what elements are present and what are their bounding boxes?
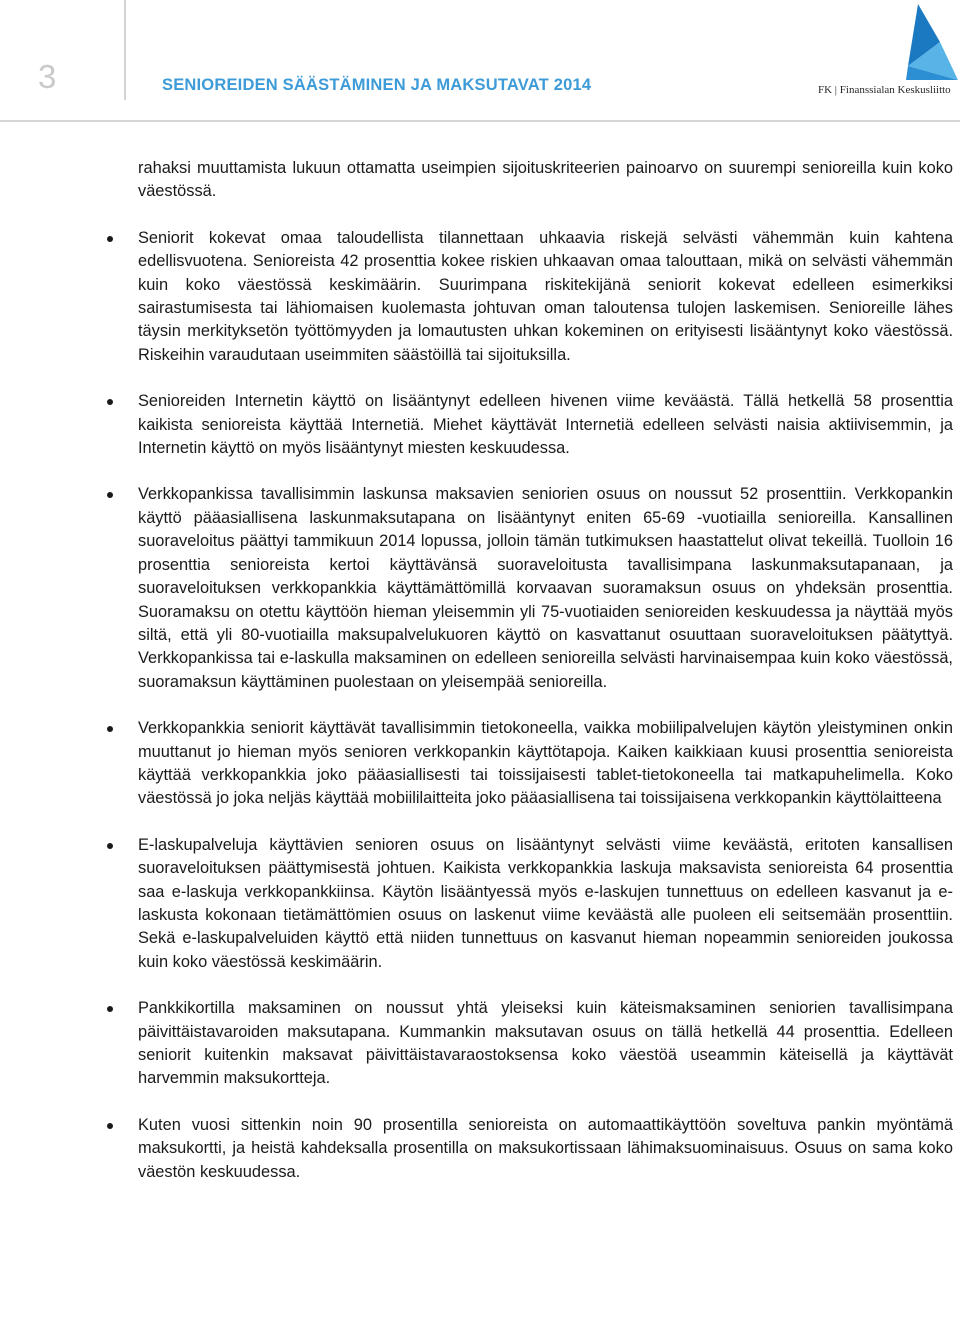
bullet-item (138, 834, 953, 974)
intro-paragraph: rahaksi muuttamista lukuun ottamatta useimpien sijoituskriteerien painoarvo on suurempi senioreilla kuin koko väestössä. (138, 159, 953, 201)
bullet-item (138, 227, 953, 367)
bullet-text: Kuten vuosi sittenkin noin 90 prosentilla senioreista on automaattikäyttöön soveltuva pankin myöntämä maksukortti, ja heistä kahdeksalla prosentilla on maksukortissaan lähimaksuominaisuus. Osuus on sama koko väestön keskuudessa. (138, 1115, 953, 1181)
bullet-text: Senioreiden Internetin käyttö on lisääntynyt edelleen hivenen viime keväästä. Tällä hetkellä 58 prosenttia kaikista senioreista käyttää Internetiä. Miehet käyttävät Internetiä edelleen selvästi naisia aktiivisemmin, ja Internetin käyttö on myös lisääntynyt miesten keskuudessa. (138, 392, 953, 458)
bullet-text: E-laskupalveluja käyttävien senioren osuus on lisääntynyt selvästi viime keväästä, eritoten kansallisen suoraveloituksen päättymisestä johtuen. Kaikista verkkopankkia laskuja maksavista senioreista 64 prosenttia saa e-laskuja verkkopankkiinsa. Käytön lisääntyessä myös e-laskujen tunnettuus on edelleen kasvanut ja e-laskusta kokonaan tietämättömien osuus on laskenut viime keväästä alle puoleen eli seitsemään prosenttiin. Sekä e-laskupalveluiden käyttö että niiden tunnettuus on kasvanut hieman nopeammin senioreiden joukossa kuin koko väestössä keskimäärin. (138, 835, 953, 971)
bullet-item (138, 997, 953, 1091)
bullet-icon (107, 726, 113, 732)
bullet-icon (107, 1123, 113, 1129)
bullet-icon (107, 1006, 113, 1012)
document-body (138, 157, 953, 1207)
bullet-icon (107, 236, 113, 242)
header-divider (124, 0, 126, 100)
header-rule (0, 120, 960, 122)
page-number: 3 (38, 58, 57, 95)
bullet-item (138, 390, 953, 460)
bullet-icon (107, 843, 113, 849)
bullet-text: Pankkikortilla maksaminen on noussut yhtä yleiseksi kuin käteismaksaminen seniorien tavallisimpana päivittäistavaroiden maksutapana. Kummankin maksutavan osuus on tällä hetkellä 44 prosenttia. Edelleen seniorit kuitenkin maksavat päivittäistavaraostoksensa koko väestöä useammin käteisellä ja käyttävät harvemmin maksukortteja. (138, 999, 953, 1088)
bullet-text: Seniorit kokevat omaa taloudellista tilannettaan uhkaavia riskejä selvästi vähemmän kuin kahtena edellisvuotena. Senioreista 42 prosenttia kokee riskien uhkaavan omaa talouttaan, mikä on selvästi vähemmän kuin koko väestössä keskimäärin. Suurimpana riskitekijänä seniorit kokevat edelleen esimerkiksi sairastumisesta tai lähiomaisen kuolemasta johtuvan oman taloutensa tulojen laskemisen. Senioreille lähes täysin merkityksetön työttömyyden ja lomautusten uhkan kokeminen on erityisesti lisääntynyt koko väestössä. Riskeihin varaudutaan useimmiten säästöillä tai sijoituksilla. (138, 228, 953, 364)
bullet-icon (107, 492, 113, 498)
bullet-text: Verkkopankissa tavallisimmin laskunsa maksavien seniorien osuus on noussut 52 prosenttiin. Verkkopankin käyttö pääasiallisena laskunmaksutapana on lisääntynyt eniten 65-69 -vuotiailla senioreilla. Kansallinen suoraveloitus päättyi tammikuun 2014 lopussa, jolloin tämän tutkimuksen haastattelut olivat tekeillä. Tuolloin 16 prosenttia senioreista kertoi käyttävänsä suoraveloitusta tavallisimpana laskunmaksutapanaan, ja suoraveloituksen verkkopankkia käyttämättömillä korvaavan suoramaksun osuus on yhdeksän prosenttia. Suoramaksu on otettu käyttöön hieman yleisemmin yli 75-vuotiaiden senioreiden keskuudessa ja näyttää myös siltä, että yli 80-vuotiailla maksupalvelukuoren käyttö on kasvattanut osuuttaan suoraveloituksen päätyttyä. Verkkopankissa tai e-laskulla maksaminen on edelleen senioreilla selvästi harvinaisempaa kuin koko väestössä, suoramaksun käyttäminen puolestaan on yleisempää senioreilla. (138, 485, 953, 691)
bullet-icon (107, 399, 113, 405)
bullet-item (138, 1114, 953, 1184)
bullet-item (138, 483, 953, 694)
bullet-item (138, 717, 953, 811)
document-title: SENIOREIDEN SÄÄSTÄMINEN JA MAKSUTAVAT 2014 (162, 76, 592, 94)
bullet-text: Verkkopankkia seniorit käyttävät tavallisimmin tietokoneella, vaikka mobiilipalvelujen käytön yleistyminen onkin muuttanut jo hieman myös senioren verkkopankin käyttötapoja. Kaiken kaikkiaan kuusi prosenttia senioreista käyttää verkkopankkia joko pääasiallisesti tai toissijaisesti tablet-tietokoneella tai matkapuhelimella. Koko väestössä jo joka neljäs käyttää mobiililaitteita joko pääasiallisena tai toissijaisena verkkopankin käyttölaitteena (138, 719, 953, 808)
logo-text: FK | Finanssialan Keskusliitto (818, 84, 951, 96)
